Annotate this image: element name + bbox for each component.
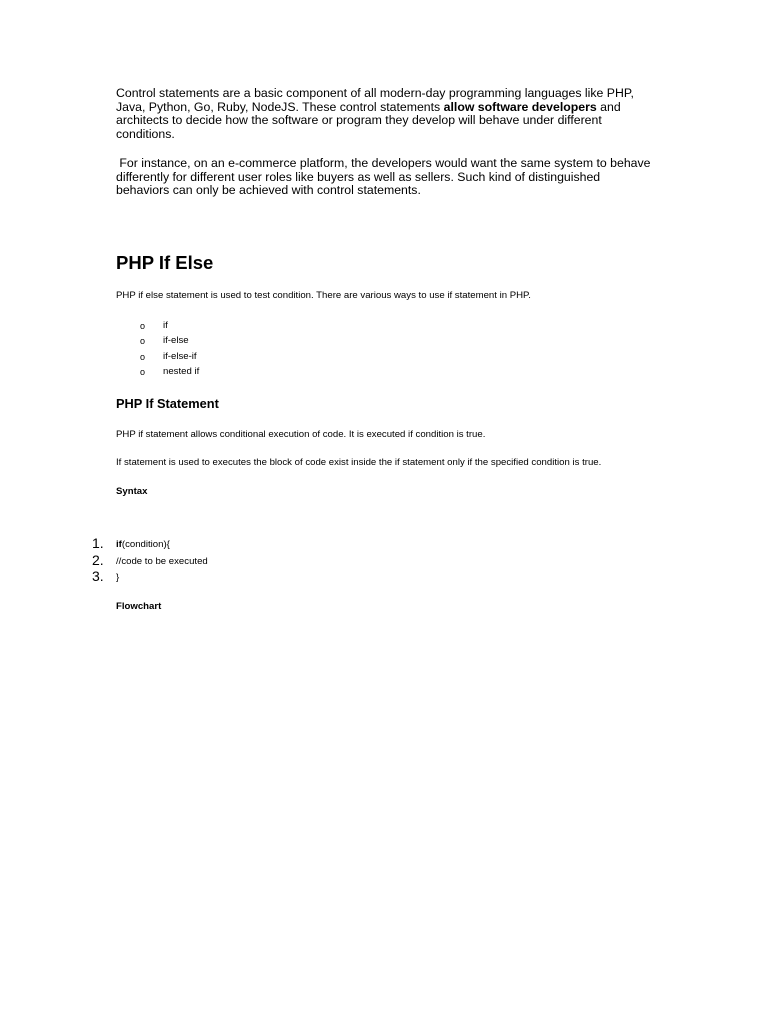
code-rest: (condition){	[121, 539, 170, 550]
syntax-label: Syntax	[116, 486, 148, 497]
intro-paragraph-2: For instance, on an e-commerce platform, the developers would want the same system to behave differently for different user roles like buyers as well as sellers. Such kind of distinguished behaviors can only be achieved with control statements.	[116, 156, 654, 198]
code-text	[116, 572, 119, 584]
line-number: 2.	[92, 551, 104, 568]
list-item-label: if-else	[163, 335, 189, 347]
circle-bullet-icon: o	[140, 351, 146, 362]
flowchart-label: Flowchart	[116, 601, 162, 612]
list-item-label: if-else-if	[163, 350, 197, 362]
line-number: 1.	[92, 535, 104, 551]
section-description: PHP if else statement is used to test condition. There are various ways to use if statement in PHP.	[116, 290, 531, 301]
ways-list	[140, 320, 199, 381]
intro-p1-emphasis: allow software developers	[443, 99, 597, 114]
list-item-label: if	[163, 320, 168, 331]
intro-paragraph-1	[116, 87, 656, 141]
list-item	[140, 366, 199, 381]
code-rest: //code to be executed	[116, 555, 208, 567]
list-item-label: nested if	[163, 365, 200, 377]
section-title: PHP If Else	[116, 252, 214, 273]
line-number: 3.	[92, 568, 104, 584]
circle-bullet-icon: o	[140, 366, 146, 377]
code-text	[116, 539, 170, 551]
subsection-title: PHP If Statement	[116, 396, 219, 411]
if-statement-detail: If statement is used to executes the block of code exist inside the if statement only if the specified condition is true.	[116, 457, 602, 468]
code-keyword: if	[116, 539, 122, 550]
code-rest: }	[116, 572, 120, 583]
code-text	[116, 556, 208, 568]
intro-p1-text-end: and architects to decide how the software or program they develop will behave under different conditions.	[116, 99, 621, 141]
circle-bullet-icon: o	[140, 336, 146, 347]
if-statement-description: PHP if statement allows conditional execution of code. It is executed if condition is true.	[116, 429, 486, 440]
list-item	[140, 320, 199, 335]
intro-p1-text-start: Control statements are a basic component of all modern-day programming languages like PHP, Java, Python, Go, Ruby, NodeJS. These control statements	[116, 86, 634, 114]
list-item	[140, 351, 199, 366]
list-item	[140, 335, 199, 350]
circle-bullet-icon: o	[140, 321, 146, 331]
